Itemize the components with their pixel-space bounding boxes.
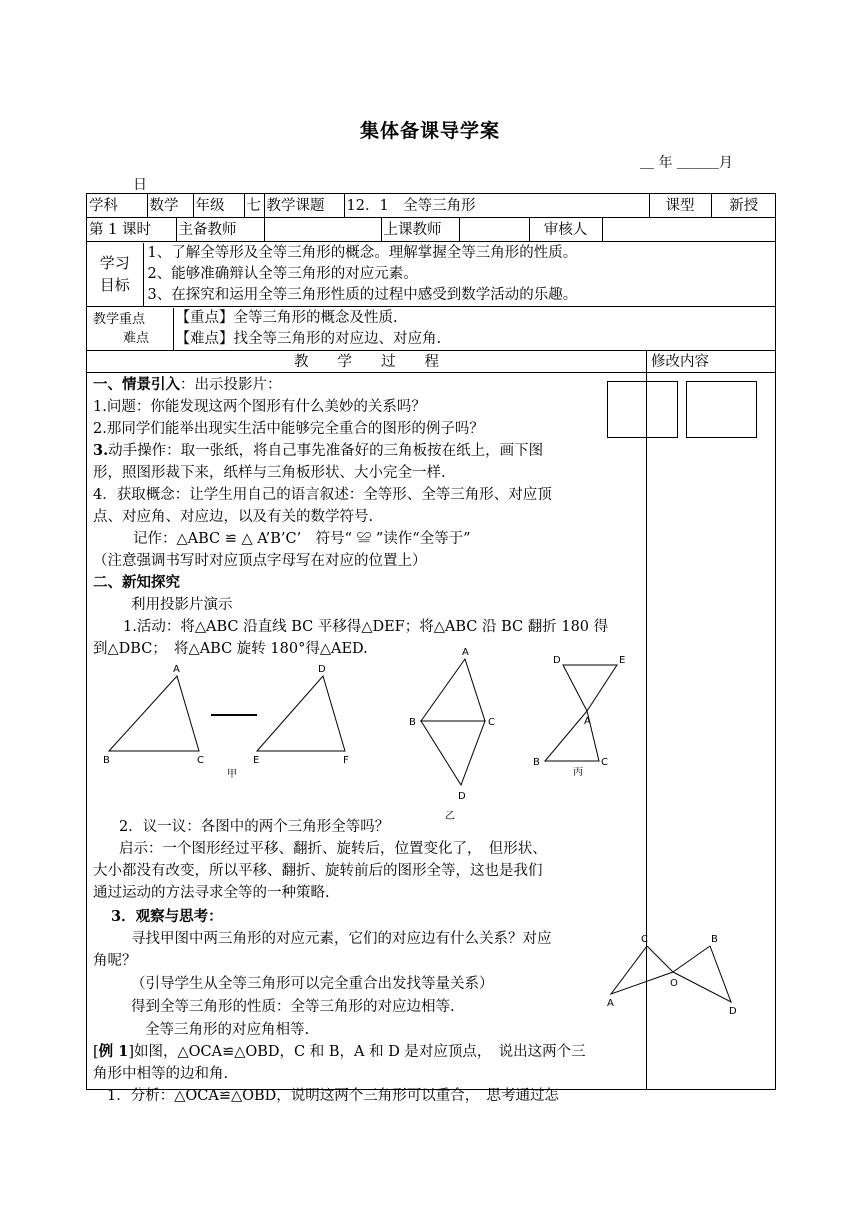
para: 启示：一个图形经过平移、翻折、旋转后，位置变化了， 但形状、 xyxy=(119,841,547,857)
topic-value: 12．1 全等三角形 xyxy=(344,194,649,217)
section-2-heading: 二、新知探究 xyxy=(93,574,180,591)
para: 通过运动的方法寻求全等的一种策略. xyxy=(93,885,330,901)
goal-item: 2、能够准确辩认全等三角形的对应元素。 xyxy=(147,265,418,282)
goal-item: 3、在探究和运用全等三角形性质的过程中感受到数学活动的乐趣。 xyxy=(147,286,578,303)
figure-bing xyxy=(533,655,625,778)
grade-value: 七 xyxy=(244,194,264,217)
focus-label: 教学重点 难点 xyxy=(87,308,173,350)
label-B: B xyxy=(103,755,110,766)
reviewer-value xyxy=(602,218,776,241)
grade-label: 年级 xyxy=(193,194,244,217)
process-content xyxy=(87,373,647,1104)
caption-jia: 甲 xyxy=(227,769,237,780)
teacher-value xyxy=(459,218,529,241)
label-E: E xyxy=(253,755,260,766)
label-B: B xyxy=(711,934,718,945)
date-line: ＿ 年 ＿＿＿月 xyxy=(640,155,733,171)
type-label: 课型 xyxy=(649,194,711,217)
process-header-row xyxy=(87,351,776,373)
para: 到△DBC； 将△ABC 旋转 180°得△AED. xyxy=(93,641,368,657)
focus-content xyxy=(173,308,775,350)
label-B: B xyxy=(409,717,416,728)
goal-item: 1、了解全等形及全等三角形的概念。理解掌握全等三角形的性质。 xyxy=(147,244,578,261)
figure-jia xyxy=(103,664,349,780)
para: 全等三角形的对应角相等. xyxy=(145,1022,310,1038)
figure-yi xyxy=(409,647,495,822)
para: 1．分析：△OCA≌△OBD，说明这两个三角形可以重合， 思考通过怎 xyxy=(107,1088,560,1104)
revision-box-2 xyxy=(686,381,757,438)
para: 利用投影片演示 xyxy=(131,597,233,613)
para: 角形中相等的边和角. xyxy=(93,1066,229,1082)
reviewer-label: 审核人 xyxy=(529,218,602,241)
label-D: D xyxy=(553,655,561,666)
example-1: [例 1]如图，△OCA≌△OBD，C 和 B，A 和 D 是对应顶点， 说出这两个三 xyxy=(93,1043,586,1060)
difficult-point: 【难点】找全等三角形的对应边、对应角. xyxy=(175,330,442,347)
label-A: A xyxy=(607,998,614,1009)
label-C: C xyxy=(601,757,608,768)
goals-row xyxy=(87,242,776,307)
focus-row xyxy=(87,307,776,351)
section-1-heading: 一、情景引入：出示投影片： xyxy=(93,376,282,393)
planner-value xyxy=(264,218,381,241)
label-D: D xyxy=(318,664,326,675)
para: 1.活动：将△ABC 沿直线 BC 平移得△DEF；将△ABC 沿 BC 翻折 180 得 xyxy=(123,619,609,635)
para: 点、对应角、对应边，以及有关的数学符号. xyxy=(93,509,374,525)
document-title: 集体备课导学案 xyxy=(359,120,500,142)
subject-label: 学科 xyxy=(87,194,147,217)
para: 形，照图形裁下来，纸样与三角板形状、大小完全一样. xyxy=(93,465,446,481)
para: 角呢？ xyxy=(93,953,137,969)
period-label: 第 1 课时 xyxy=(87,218,176,241)
para: （引导学生从全等三角形可以完全重合出发找等量关系） xyxy=(131,976,494,992)
para: 得到全等三角形的性质：全等三角形的对应边相等. xyxy=(131,999,455,1015)
label-F: F xyxy=(343,755,349,766)
label-C: C xyxy=(488,717,495,728)
planner-label: 主备教师 xyxy=(176,218,264,241)
para: 1.问题：你能发现这两个图形有什么美妙的关系吗？ xyxy=(93,399,426,415)
process-row xyxy=(87,373,776,1090)
example-figure xyxy=(607,928,777,1038)
subject-value: 数学 xyxy=(147,194,193,217)
caption-yi: 乙 xyxy=(445,811,455,822)
label-A: A xyxy=(173,664,180,675)
teacher-label: 上课教师 xyxy=(381,218,459,241)
revision-box-1 xyxy=(607,381,678,438)
para: 3.动手操作：取一张纸，将自己事先准备好的三角板按在纸上，画下图 xyxy=(93,442,544,459)
label-D: D xyxy=(458,791,466,802)
label-E: E xyxy=(619,655,626,666)
goals-label: 学习 目标 xyxy=(87,243,143,306)
para: 大小都没有改变，所以平移、翻折、旋转前后的图形全等，这也是我们 xyxy=(93,863,543,879)
label-D: D xyxy=(729,1006,737,1017)
para: （注意强调书写时对应顶点字母写在对应的位置上） xyxy=(93,553,427,569)
key-point: 【重点】全等三角形的概念及性质. xyxy=(175,309,398,326)
label-A: A xyxy=(584,716,591,727)
para: 2.那同学们能举出现实生活中能够完全重合的图形的例子吗？ xyxy=(93,421,484,437)
label-O: O xyxy=(670,978,678,989)
goals-list xyxy=(143,243,775,306)
lesson-plan-table xyxy=(86,193,776,1104)
header-row-1 xyxy=(87,194,776,218)
date-day: 日 xyxy=(133,177,147,193)
label-B: B xyxy=(533,757,540,768)
para: 3．观察与思考： xyxy=(111,908,223,925)
header-row-2 xyxy=(87,218,776,242)
caption-bing: 丙 xyxy=(573,767,583,778)
label-C: C xyxy=(641,934,648,945)
para: 4．获取概念：让学生用自己的语言叙述：全等形、全等三角形、对应顶 xyxy=(93,487,552,503)
para: 寻找甲图中两三角形的对应元素，它们的对应边有什么关系？对应 xyxy=(131,931,552,947)
label-A: A xyxy=(462,647,469,658)
para: 2．议一议：各图中的两个三角形全等吗？ xyxy=(119,819,390,835)
revision-content xyxy=(607,373,776,1090)
notation-line: 记作：△ABC ≌ △ A’B’C’ 符号“ ≌ ”读作“全等于” xyxy=(133,531,471,547)
topic-label: 教学课题 xyxy=(264,194,344,217)
revision-title: 修改内容 xyxy=(647,351,776,373)
type-value: 新授 xyxy=(729,197,759,214)
process-title: 教 学 过 程 xyxy=(87,351,647,373)
label-C: C xyxy=(197,755,204,766)
